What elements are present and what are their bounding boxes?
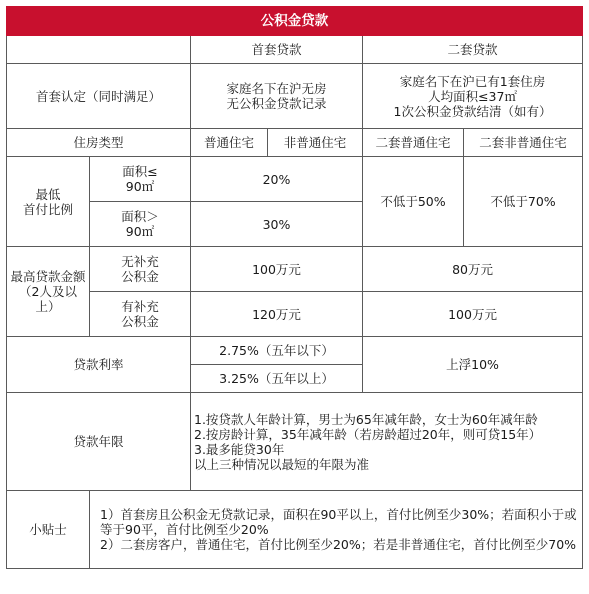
max-loan-with-supp-second: 100万元 xyxy=(363,292,583,337)
area-large-label: 面积＞ 90㎡ xyxy=(90,202,191,247)
term-label: 贷款年限 xyxy=(7,393,191,491)
max-loan-row-1 xyxy=(7,247,583,292)
max-loan-no-supp-first: 100万元 xyxy=(191,247,363,292)
max-loan-with-supp-first: 120万元 xyxy=(191,292,363,337)
identification-first: 家庭名下在沪无房 无公积金贷款记录 xyxy=(191,64,363,129)
housing-type-second-non-ordinary: 二套非普通住宅 xyxy=(464,129,583,157)
identification-row xyxy=(7,64,583,129)
housing-type-row xyxy=(7,129,583,157)
max-loan-label: 最高贷款金额 （2人及以上） xyxy=(7,247,90,337)
term-row xyxy=(7,393,583,491)
identification-second: 家庭名下在沪已有1套住房 人均面积≤37㎡ 1次公积金贷款结清（如有） xyxy=(363,64,583,129)
header-first-home: 首套贷款 xyxy=(191,36,363,64)
housing-type-label: 住房类型 xyxy=(7,129,191,157)
down-payment-row-1 xyxy=(7,157,583,202)
housing-type-non-ordinary: 非普通住宅 xyxy=(268,129,363,157)
header-blank-cell xyxy=(7,36,191,64)
interest-rate-long: 3.25%（五年以上） xyxy=(191,365,363,393)
interest-second: 上浮10% xyxy=(363,337,583,393)
tips-text: 1）首套房且公积金无贷款记录，面积在90平以上，首付比例至少30%；若面积小于或等于90平，首付比例至少20% 2）二套房客户，普通住宅，首付比例至少20%；若是非普通住宅，首付比例至少70% xyxy=(90,491,583,569)
down-payment-label: 最低 首付比例 xyxy=(7,157,90,247)
down-payment-second-non-ordinary: 不低于70% xyxy=(464,157,583,247)
down-payment-second-ordinary: 不低于50% xyxy=(363,157,464,247)
title-row xyxy=(7,7,583,36)
table-title: 公积金贷款 xyxy=(7,7,583,36)
housing-type-ordinary: 普通住宅 xyxy=(191,129,268,157)
provident-fund-loan-table xyxy=(6,6,583,569)
identification-label: 首套认定（同时满足） xyxy=(7,64,191,129)
max-loan-no-supp-second: 80万元 xyxy=(363,247,583,292)
header-row xyxy=(7,36,583,64)
interest-label: 贷款利率 xyxy=(7,337,191,393)
tips-label: 小贴士 xyxy=(7,491,90,569)
header-second-home: 二套贷款 xyxy=(363,36,583,64)
area-small-label: 面积≤ 90㎡ xyxy=(90,157,191,202)
interest-rate-short: 2.75%（五年以下） xyxy=(191,337,363,365)
loan-table-container xyxy=(6,6,582,569)
down-payment-large-first: 30% xyxy=(191,202,363,247)
tips-row xyxy=(7,491,583,569)
interest-row-1 xyxy=(7,337,583,365)
down-payment-small-first: 20% xyxy=(191,157,363,202)
term-text: 1.按贷款人年龄计算，男士为65年减年龄，女士为60年减年龄 2.按房龄计算，35年减年龄（若房龄超过20年，则可贷15年） 3.最多能贷30年 以上三种情况以最短的年限为准 xyxy=(191,393,583,491)
max-loan-row-2 xyxy=(7,292,583,337)
with-supplementary-label: 有补充 公积金 xyxy=(90,292,191,337)
no-supplementary-label: 无补充 公积金 xyxy=(90,247,191,292)
housing-type-second-ordinary: 二套普通住宅 xyxy=(363,129,464,157)
